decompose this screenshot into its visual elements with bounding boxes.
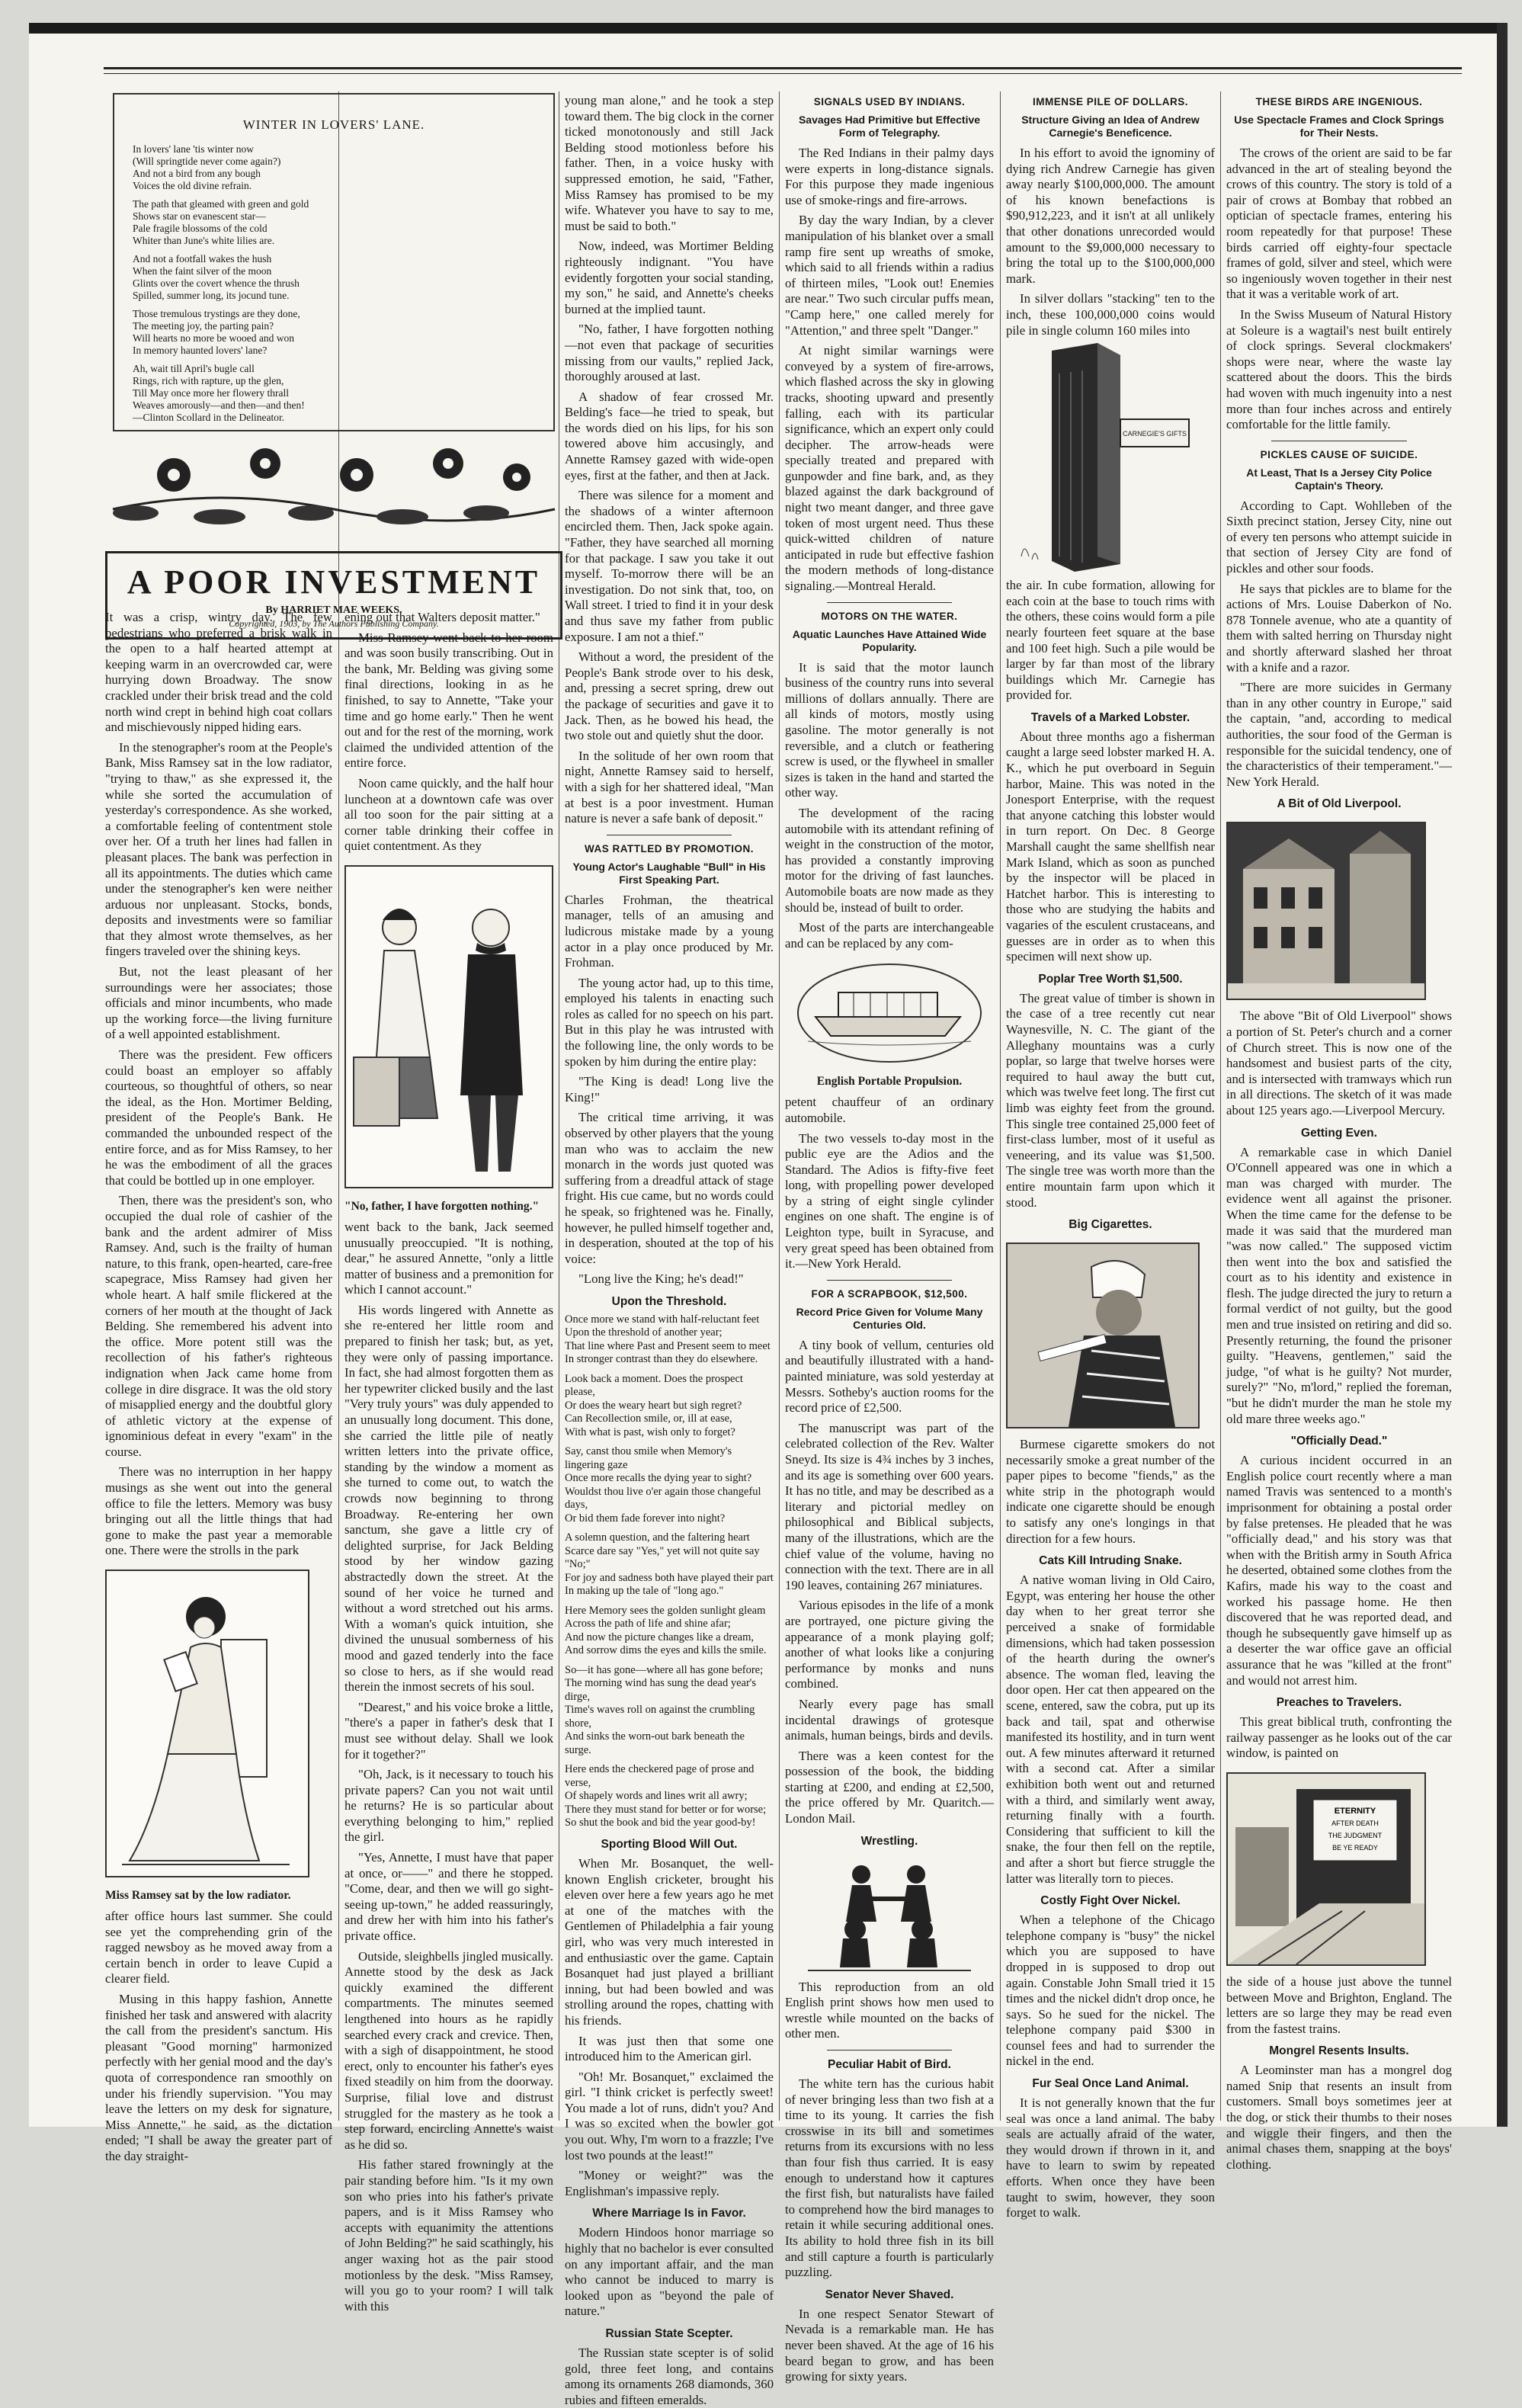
article-paragraph: Various episodes in the life of a monk are portrayed, one picture giving the appearance of a monk playing golf; another of what looks like a conjuring performance by monks and nuns combined. [785, 1598, 994, 1691]
divider [827, 602, 952, 603]
sign-line: ETERNITY [1334, 1806, 1376, 1816]
poem-line: (Will springtide never come again?) [133, 156, 281, 167]
article-paragraph: In the Swiss Museum of Natural History at Soleure is a wagtail's nest built entirely of clock springs. Several clockmakers' shops were near, where the waste lay scattered about the doors. This the birds had woven with much ingenuity into a nest more than four inches across and entirely comfortable for the little family. [1226, 306, 1452, 432]
story-paragraph: There was no interruption in her happy musings as she went out into the general office to file the letters. Memory was busy bringing out all the little things that had gone to make the past year a memorable one. There were the strolls in the park [105, 1464, 332, 1558]
article-paragraph: The development of the racing automobile with its attendant refining of weight in the construction of the motor, has provided a constantly improving motor for the driving of fast launches. Automobile boats are now made as they should be, instead of built to order. [785, 805, 994, 915]
story-paragraph: "No, father, I have forgotten nothing—not even that package of securities missing from our vaults," replied Jack, thoroughly aroused at last. [565, 322, 774, 384]
article-headline: MOTORS ON THE WATER. [821, 610, 958, 622]
story-paragraph: Musing in this happy fashion, Annette finished her task and answered with alacrity the call from the president's sanctum. His pleasant "Good morning" harmonized perfectly with her genial mood and the day's quota of correspondence ran smoothly on under his friendly supervision. "You may leave the letters on my desk for signature, Miss Annette," he said, as the dictation ended; "I shall be away the greater part of the day straight- [105, 1992, 332, 2163]
article-paragraph: This reproduction from an old English print shows how men used to wrestle while mounted on the backs of other men. [785, 1979, 994, 2041]
article-paragraph: This great biblical truth, confronting the railway passenger as he looks out of the car window, is painted on [1226, 1714, 1452, 1761]
poem-stanza [133, 363, 535, 424]
article-paragraph: Nearly every page has small incidental drawings of grotesque animals, human beings, birds and devils. [785, 1696, 994, 1743]
railway-sign-illustration [1226, 1772, 1426, 1966]
top-edge [29, 23, 1508, 34]
article-headline: Costly Fight Over Nickel. [1040, 1894, 1181, 1908]
father-son-illustration [344, 865, 553, 1188]
sign-line: AFTER DEATH [1331, 1819, 1379, 1827]
illustration-caption: English Portable Propulsion. [816, 1075, 963, 1089]
coin-pile-illustration [1006, 343, 1215, 572]
story-title: A POOR INVESTMENT [127, 563, 541, 601]
article-paragraph: "Oh! Mr. Bosanquet," exclaimed the girl. "I think cricket is perfectly sweet! You made a lot of runs, didn't you? And I was so excited when the bowler got you out. Why, I'm worn to a frazzle; I've lost two pounds at the least!" [565, 2069, 774, 2163]
article-paragraph: The above "Bit of Old Liverpool" shows a portion of St. Peter's church and a corner of Church street. This is now one of the handsomest and busiest parts of the city, and is intersected with tramways which run in all directions. The sketch of it was made about 125 years ago.—Liverpool Mercury. [1226, 1008, 1452, 1117]
article-subhead: Aquatic Launches Have Attained Wide Popularity. [792, 627, 987, 653]
poem-line: Ah, wait till April's bugle call [133, 363, 255, 374]
article-paragraph: In one respect Senator Stewart of Nevada is a remarkable man. He has never been shaved. At the age of 16 his beard began to grow, and has been growing for sixty years. [785, 2306, 994, 2384]
story-paragraph: But, not the least pleasant of her surroundings were her associates; those officials and minor incumbents, who made up the working force—the living furniture of a well appointed establishment. [105, 964, 332, 1042]
article-paragraph: According to Capt. Wohlleben of the Sixth precinct station, Jersey City, nine out of every ten persons who attempt suicide in that section of Jersey City are fond of pickles and other sour foods. [1226, 498, 1452, 576]
story-paragraph: In the solitude of her own room that night, Annette Ramsey said to herself, with a sigh for her shattered ideal, "Man at best is a poor investment. Human nature is never a safe bank of deposit." [565, 748, 774, 826]
column-3 [565, 93, 774, 2407]
poem-line: Time's waves roll on against the crumbling shore, [565, 1704, 755, 1730]
poem-line: The morning wind has sung the dead year's dirge, [565, 1677, 757, 1703]
article-paragraph: The crows of the orient are said to be far advanced in the art of stealing beyond the crows of this country. The story is told of a pair of crows at Bombay that robbed an optician of spectacle frames, entering his room repeatedly for that purpose! These birds carried off eighty-four spectacle frames of gold, silver and steel, which were so ingeniously woven together in their nest that it was a veritable work of art. [1226, 146, 1452, 302]
article-headline: Cats Kill Intruding Snake. [1039, 1554, 1182, 1568]
article-headline: Sporting Blood Will Out. [601, 1837, 738, 1851]
poem-stanza [565, 1531, 774, 1598]
article-headline: PICKLES CAUSE OF SUICIDE. [1260, 448, 1418, 460]
right-edge [1497, 23, 1508, 2127]
article-headline: Big Cigarettes. [1069, 1218, 1152, 1232]
article-paragraph: Modern Hindoos honor marriage so highly that no bachelor is ever consulted on any important affair, and the man who cannot be induced to marry is looked upon as "beyond the pale of nature." [565, 2225, 774, 2319]
article-paragraph: The white tern has the curious habit of never bringing less than two fish at a time to its young. It carries the fish crosswise in its bill and sometimes returns from its excursions with no less than four fish thus carried. It is easy enough to understand how it captures the first fish, but naturalists have failed to comprehend how the bird manages to retain it while securing additional ones. Its ability to hold three fish in its bill and still capture a fourth is particularly puzzling. [785, 2076, 994, 2280]
article-paragraph: A tiny book of vellum, centuries old and beautifully illustrated with a hand-painted miniature, was sold yesterday at Messrs. Sotheby's auction rooms for the record price of £2,500. [785, 1337, 994, 1416]
sign-line: THE JUDGMENT [1328, 1831, 1383, 1839]
poem-line: Wouldst thou live o'er again those changeful days, [565, 1485, 761, 1512]
old-liverpool-illustration [1226, 822, 1426, 1000]
story-paragraph: Without a word, the president of the People's Bank strode over to his desk, and, pressing a secret spring, drew out the package of securities and gave it to Jack. Then, as he bowed his head, the two stole out and quietly shut the door. [565, 649, 774, 743]
article-paragraph: The young actor had, up to this time, employed his talents in enacting such roles as called for no speech on his part. But in this play he was intrusted with the following line, the only words to be spoken by him during the entire play: [565, 975, 774, 1069]
poem-line: And sorrow dims the eyes and kills the smile. [565, 1644, 767, 1657]
story-copyright: Copyrighted, 1903, by The Authors Publishing Company. [229, 618, 439, 629]
header-rule [104, 67, 1462, 69]
story-paragraph: There was the president. Few officers could boast an employer so affably courteous, so thoughtful of others, so near the ideal, as the Hon. Mortimer Belding, president of the People's Bank. He commanded the unbounded respect of the entire force, and as for Miss Ramsey, to her he was the embodiment of all the graces that could be bottled up in one employer. [105, 1047, 332, 1188]
newspaper-page [29, 23, 1508, 2407]
poem-stanza [133, 143, 535, 192]
article-paragraph: "Long live the King; he's dead!" [578, 1271, 744, 1287]
poem-line: Spilled, summer long, its jocund tune. [133, 290, 290, 301]
article-paragraph: A native woman living in Old Cairo, Egypt, was entering her house the other day when to her great terror she perceived a snake of formidable dimensions, which had taken possession of the hearth during the owner's absence. The woman fled, leaving the door open. Her cat then appeared on the scene, entered, saw the cobra, put up its back and tail, spat and otherwise manifested its hostility, and in turn went out. A few minutes afterward it returned with a second cat. After a similar exhibition both went out and returned with a third, and similarly went away, returning finally with a fourth. Considering that sufficient to kill the snake, the four then fell on the reptile, and after a short but fierce struggle the latter was literally torn to pieces. [1006, 1573, 1215, 1886]
threshold-poem [565, 1313, 774, 1830]
poem-stanza [565, 1664, 774, 1758]
poem-stanza [565, 1605, 774, 1658]
poem-line: And not a bird from any bough [133, 168, 261, 179]
article-paragraph: The Russian state scepter is of solid gold, three feet long, and contains among its ornaments 268 diamonds, 360 rubies and fifteen emeralds. [565, 2345, 774, 2407]
poem-headline: Upon the Threshold. [611, 1294, 727, 1308]
article-paragraph: Charles Frohman, the theatrical manager, tells of an amusing and ludicrous mistake made by a young actor in a play once produced by Mr. Frohman. [565, 892, 774, 970]
poem-stanza [133, 308, 535, 357]
poem-line: The path that gleamed with green and gold [133, 198, 309, 210]
column-rule [1220, 91, 1221, 2121]
article-subhead: Record Price Given for Volume Many Centuries Old. [796, 1305, 983, 1331]
story-paragraph: A shadow of fear crossed Mr. Belding's face—he tried to speak, but the words died on his lips, for his son towered above him accusingly, and Annette Ramsey gazed with wide-open eyes, first at the father, and then at Jack. [565, 389, 774, 483]
story-paragraph: Noon came quickly, and the half hour luncheon at a downtown cafe was over all too soon for the pair sitting at a corner table drinking their coffee in quiet contentment. As they [344, 775, 553, 854]
poem-line: Across the path of life and shine afar; [565, 1618, 731, 1630]
article-paragraph: The Red Indians in their palmy days were experts in long-distance signals. For this purpose they made ingenious use of smoke-rings and fire-arrows. [785, 146, 994, 207]
poem-line: Say, canst thou smile when Memory's lingering gaze [565, 1445, 732, 1471]
story-paragraph: went back to the bank, Jack seemed unusually preoccupied. "It is nothing, dear," he assured Annette, "only a little matter of business and a premonition for which I cannot account." [344, 1219, 553, 1297]
poem-line: In making up the tale of "long ago." [565, 1585, 724, 1598]
poem-line: Rings, rich with rapture, up the glen, [133, 375, 284, 386]
poem-stanza [565, 1313, 774, 1367]
illustration-caption: "No, father, I have forgotten nothing." [344, 1199, 540, 1213]
motor-launch-illustration [785, 956, 994, 1070]
article-paragraph: About three months ago a fisherman caught a large seed lobster marked H. A. K., which he put overboard in Seguin harbor, Maine. This was noted in the Jonesport Enterprise, with the request that anyone catching this lobster would in turn report. On Dec. 8 George Marshall caught the same shellfish near Mark Island, which as soon as punched by the inspector will be placed in Hatchet harbor. This is interesting to those who are studying the habits and vagaries of the esculent crustaceans, and guesses are in order as to when this specimen will next show up. [1006, 729, 1215, 964]
article-subhead: Structure Giving an Idea of Andrew Carnegie's Beneficence. [1021, 114, 1200, 139]
poem-line: In stronger contrast than they do elsewhere. [565, 1353, 758, 1366]
article-headline: Travels of a Marked Lobster. [1030, 710, 1190, 724]
poem-line: Till May once more her flowery thrall [133, 387, 289, 399]
divider [827, 1280, 952, 1281]
flower-ornament-icon [105, 441, 562, 532]
article-paragraph: By day the wary Indian, by a clever manipulation of his blanket over a small ramp fire sent up wreaths of smoke, which said to all friends within a radius of thirteen miles, "Look out! Enemies are near." Two such circular puffs mean, "Camp here," one called merely for "Attention," and three spelt "Danger." [785, 213, 994, 338]
poem-stanza [565, 1373, 774, 1440]
article-subhead: Use Spectacle Frames and Clock Springs for Their Nests. [1234, 114, 1444, 139]
story-paragraph: It was a crisp, wintry day. The few pedestrians who preferred a brisk walk in the open to a half hearted attempt at keeping warm in an overcrowded car, were hurrying down Broadway. The snow crackled under their brisk tread and the cold north wind crept in behind high coat collars and mischievously nipped hiding ears. [105, 610, 332, 735]
story-header-area [105, 93, 562, 672]
story-paragraph: Now, indeed, was Mortimer Belding righteously indignant. "You have evidently forgotten your social standing, my son," he said, and Annette's cheeks burned at the implied taunt. [565, 239, 774, 316]
story-byline: By HARRIET MAE WEEKS. [265, 604, 402, 616]
poem-stanza [133, 198, 535, 247]
article-paragraph: In silver dollars "stacking" ten to the inch, these 100,000,000 coins would pile in single column 160 miles into [1006, 291, 1215, 338]
poem-line: Or does the weary heart but sigh regret? [565, 1399, 742, 1412]
story-paragraph: ening out that Walters deposit matter." [344, 610, 540, 624]
article-headline: Peculiar Habit of Bird. [828, 2058, 951, 2072]
column-rule [1000, 91, 1001, 2121]
poem-line: Voices the old divine refrain. [133, 180, 252, 191]
poem-line: Shows star on evanescent star— [133, 210, 266, 222]
story-paragraph: Then, there was the president's son, who occupied the dual role of cashier of the bank and the ardent admirer of Miss Ramsey. And, such is the frailty of human nature, to this frank, open-hearted, care-free scapegrace, Miss Ramsey had given her whole heart. A half smile flickered at the corners of her mouth at the thought of Jack Belding. She remembered his advent into the office. More potent still was the recollection of his father's righteous indignation when Jack came home from college in dire disgrace. It was the old story of misapplied energy and the doubtful glory of athletic victory at the expense of ignominious defeat in every "exam" in the course. [105, 1193, 332, 1459]
story-paragraph: young man alone," and he took a step toward them. The big clock in the corner ticked monotonously and still Jack Belding stood motionless before his father. Then, in a voice husky with suppressed emotion, he said, "Father, Miss Ramsey has promised to be my wife. Whatever you have to say to me, must be said to both." [565, 93, 774, 233]
poem-line: Look back a moment. Does the prospect please, [565, 1372, 743, 1399]
article-headline: A Bit of Old Liverpool. [1277, 797, 1402, 811]
poem-line: So—it has gone—where all has gone before; [565, 1663, 764, 1676]
poem-line: Those tremulous trystings are they done, [133, 308, 300, 319]
poem-stanza [565, 1763, 774, 1830]
poem-line: Weaves amorously—and then—and then! [133, 399, 305, 411]
poem-stanza [133, 253, 535, 302]
story-paragraph: "Oh, Jack, is it necessary to touch his private papers? Can you not wait until he returns? He is so particular about everything belonging to him," replied the girl. [344, 1767, 553, 1845]
poem-line: Glints over the covert whence the thrush [133, 277, 300, 289]
poem-line: Once more recalls the dying year to sight? [565, 1472, 752, 1485]
article-subhead: Savages Had Primitive but Effective Form of Telegraphy. [798, 114, 981, 139]
pile-label: CARNEGIE'S GIFTS [1123, 430, 1187, 438]
poem-stanza [565, 1445, 774, 1525]
poem-line: Here ends the checkered page of prose and verse, [565, 1763, 755, 1789]
article-headline: Russian State Scepter. [605, 2327, 733, 2340]
story-paragraph: "Yes, Annette, I must have that paper at once, or——" and there he stopped. "Come, dear, and then we will go sight-seeing up-town," he added reassuringly, and drew her with him into his father's private office. [344, 1850, 553, 1944]
poem-box [113, 93, 555, 431]
poem-line: For joy and sadness both have played their part [565, 1571, 774, 1584]
article-subhead: Young Actor's Laughable "Bull" in His First Speaking Part. [572, 860, 766, 886]
story-paragraph: Miss Ramsey went back to her room and was soon busily transcribing. Out in the bank, Mr. Belding was giving some final directions, looking in as he finished, to say to Annette, "Take your time and go home early." Then he went out and for the rest of the morning, work claimed the undivided attention of the entire force. [344, 630, 553, 771]
story-column-2 [344, 610, 553, 2313]
poem-line: And sinks the worn-out bark beneath the surge. [565, 1730, 745, 1756]
poem-line: Can Recollection smile, or, ill at ease, [565, 1412, 732, 1425]
poem-body [133, 143, 535, 424]
article-headline: Fur Seal Once Land Animal. [1032, 2077, 1189, 2091]
article-paragraph: A Leominster man has a mongrel dog named Snip that resents an insult from customers. Small boys sometimes jeer at the dog, or stick their thumbs to their noses and wiggle their fingers, and then the animal chases them, snapping at the boys' clothing. [1226, 2063, 1452, 2172]
article-headline: Mongrel Resents Insults. [1269, 2044, 1409, 2058]
article-headline: Poplar Tree Worth $1,500. [1038, 972, 1183, 986]
poem-line: Once more we stand with half-reluctant feet [565, 1313, 760, 1326]
article-paragraph: Burmese cigarette smokers do not necessarily smoke a great number of the paper pipes to become "fiends," as the white strip in the photograph would indicate one cigarette should be enough to satisfy any one's longings in that direction for a few hours. [1006, 1437, 1215, 1546]
column-6 [1226, 93, 1452, 2172]
article-headline: Where Marriage Is in Favor. [592, 2207, 746, 2220]
article-paragraph: It was just then that some one introduced him to the American girl. [565, 2033, 774, 2064]
sign-line: BE YE READY [1332, 1843, 1378, 1852]
article-paragraph: In his effort to avoid the ignominy of dying rich Andrew Carnegie has given away nearly $100,000,000. The amount of his known benefactions is $90,912,223, and it isn't at all unlikely that other donations unrecorded would amount to the $9,000,000 necessary to bring the total up to the $100,000,000 mark. [1006, 146, 1215, 286]
article-paragraph: When a telephone of the Chicago telephone company is "busy" the nickel which you are supposed to have dropped in is supposed to drop out again. Constable John Small tried it 15 times and the nickel didn't drop once, he says. So he sued for the nickel. The telephone company paid $300 in counsel fees and had to surrender the nickel in the end. [1006, 1913, 1215, 2069]
article-paragraph: A remarkable case in which Daniel O'Connell appeared was one in which a man was charged with murder. The evidence went all against the prisoner. When the time came for the defense to be made it was said that the murdered man "was now called." The supposed victim then went into the box and satisfied the court as to his identity and existence in flesh. The judge directed the jury to return a formal verdict of not guilty, but the good men and true insisted on retiring and did so. Presently returning, the found the prisoner guilty. "Heavens, gentlemen," said the judge, "of what is he guilty? Not murder, surely?" "No, m'lord," replied the foreman, "but he didn't murder the man he stole my old mare three weeks ago." [1226, 1144, 1452, 1426]
story-paragraph: In the stenographer's room at the People's Bank, Miss Ramsey sat in the low radiator, "trying to thaw," as she expressed it, the while she sorted the accumulation of yesterday's correspondence. As she worked, a comfortable feeling of contentment stole over her. Of a truth her lines had fallen in pleasant places. The bank was perfection in all its appointments. The duties which came under the stenographer's ken were neither arduous nor unpleasant. Stocks, bonds, deposits and investments were so familiar that they almost wrote themselves, as her fingers traveled over the shining keys. [105, 739, 332, 959]
poem-line: Scarce dare say "Yes," yet will not quite say "No;" [565, 1544, 760, 1571]
article-headline: THESE BIRDS ARE INGENIOUS. [1255, 96, 1423, 107]
poem-line: And not a footfall wakes the hush [133, 253, 272, 265]
story-paragraph: "Dearest," and his voice broke a little, "there's a paper in father's desk that I must see without delay. Shall we look for it together?" [344, 1699, 553, 1762]
wrestling-illustration [785, 1853, 994, 1975]
burmese-smoker-illustration [1006, 1242, 1200, 1428]
article-paragraph: The manuscript was part of the celebrated collection of the Rev. Walter Sneyd. Its size is 4¾ inches by 3 inches, and its age is something over 600 years. It has no title, and may be described as a literary and pictorial medley on philosophical and Biblical subjects, many of the illustrations, which are the chief value of the volume, having no connection with the text. There are in all 190 leaves, containing 267 miniatures. [785, 1420, 994, 1592]
poem-line: In lovers' lane 'tis winter now [133, 143, 254, 155]
poem-title: WINTER IN LOVERS' LANE. [242, 117, 425, 132]
story-paragraph: Outside, sleighbells jingled musically. Annette stood by the desk as Jack quickly examined the different compartments. The minutes seemed lengthened into hours as he rapidly searched every crack and crevice. Then, with a sigh of disappointment, he stood erect, only to encounter his father's eyes fixed steadily on him from the doorway. Surprise, filial love and distrust struggled for the mastery as he took a step forward, encircling Annette's waist as he did so. [344, 1948, 553, 2152]
poem-line: Upon the threshold of another year; [565, 1326, 723, 1339]
article-paragraph: It is said that the motor launch business of the country runs into several millions of dollars annually. There are all kinds of motors, mostly using gasoline. The motor generally is not reversible, and a clutch or feathering screw is used, or the flywheel in smaller sizes is taken in the hand and started the other way. [785, 659, 994, 800]
article-paragraph: "The King is dead! Long live the King!" [565, 1074, 774, 1105]
article-paragraph: There was a keen contest for the possession of the book, the bidding starting at £200, and ending at £2,500, the price offered by Mr. Quaritch.—London Mail. [785, 1748, 994, 1826]
poem-line: And now the picture changes like a dream, [565, 1630, 755, 1643]
poem-line: Here Memory sees the golden sunlight gleam [565, 1604, 766, 1617]
article-paragraph: "Money or weight?" was the Englishman's impassive reply. [565, 2168, 774, 2198]
woman-reading-illustration [105, 1570, 309, 1877]
article-paragraph: Most of the parts are interchangeable and can be replaced by any com- [785, 920, 994, 951]
article-headline: Preaches to Travelers. [1276, 1696, 1402, 1710]
poem-line: Pale fragile blossoms of the cold [133, 223, 268, 234]
column-rule [779, 91, 780, 2121]
poem-line: So shut the book and bid the year good-by! [565, 1816, 756, 1829]
header-rule-thin [104, 73, 1462, 74]
story-paragraph: His words lingered with Annette as she re-entered her little room and prepared to finish her task; but, as yet, they were only of passing importance. In fact, she had almost forgotten them as her typewriter clicked busily and the last "Very truly yours" was duly appended to an unusually long document. This done, she carried the little pile of neatly written letters into the private office, standing by the window a moment as she turned to come out, to watch the crowds now beginning to throng Broadway. Re-entering her own sanctum, she gave a little cry of delighted surprise, for Jack Belding stood by her window gazing abstractedly down the street. At the sound of her voice he turned and without a word stretched out his arms. With a woman's quick intuition, she divined the unusual somberness of his mood and gazed tenderly into the face so close to hers, as if she would read therein the inmost secrets of his soul. [344, 1302, 553, 1695]
story-paragraph: There was silence for a moment and the shadows of a winter afternoon encircled them. Then, Jack spoke again. "Father, they have searched all morning for that package. I saw you take it out myself. To-morrow there will be an investigation. Do not sink that, too, on Wall street. I tried to find it in your desk and thus save my father from public exposure. I am not a thief." [565, 488, 774, 644]
article-paragraph: It is not generally known that the fur seal was once a land animal. The baby seals are actually afraid of the water, they would drown if thrown in it, and have to learn to swim by repeated efforts. When once they have been taught to swim, however, they soon forget to walk. [1006, 2095, 1215, 2220]
article-headline: IMMENSE PILE OF DOLLARS. [1032, 96, 1188, 107]
article-headline: SIGNALS USED BY INDIANS. [813, 96, 966, 107]
article-paragraph: A curious incident occurred in an English police court recently where a man named Travis was sentenced to a month's imprisonment for obtaining a postal order by false pretenses. He pleaded that he was "officially dead," and his story was that when with the British army in South Africa he deserted, obtained some clothes from the Kafirs, made his way to the coast and worked his passage home. He then discovered that he was reported dead, and though he subsequently gave himself up as a deserter the war office gave an official assurance that he was "killed at the front" and would not arrest him. [1226, 1453, 1452, 1688]
poem-line: With what is past, wish only to forget? [565, 1425, 735, 1438]
story-paragraph: His father stared frowningly at the pair standing before him. "Is it my own son who pries into his father's private papers, and is it Miss Ramsey who accepts with equanimity the attentions of John Belding?" he said scathingly, his anger waxing hot as the pair stood motionless by the desk. "Miss Ramsey, will you go to your room? I will talk with this [344, 2157, 553, 2313]
poem-line: Or bid them fade forever into night? [565, 1512, 726, 1525]
article-paragraph: When Mr. Bosanquet, the well-known English cricketer, brought his eleven over here a few years ago he met at one of the matches with the Gentlemen of Philadelphia a fair young girl, who was very much interested in and enthusiastic over the game. Captain Bosanquet had just played a brilliant inning, but had been bowled and was strolling around the ropes, chatting with his friends. [565, 1855, 774, 2028]
column-5 [1006, 93, 1215, 2220]
story-paragraph: after office hours last summer. She could see yet the comprehending grin of the ragged newsboy as he moved away from a certain bench in order to leave Cupid a clearer field. [105, 1909, 332, 1986]
article-headline: "Officially Dead." [1290, 1435, 1388, 1448]
article-headline: Getting Even. [1301, 1126, 1377, 1140]
article-headline: Wrestling. [860, 1834, 918, 1848]
article-headline: WAS RATTLED BY PROMOTION. [584, 842, 754, 855]
story-column-1 [105, 610, 332, 2163]
poem-line: Of shapely words and lines writ all awry; [565, 1790, 748, 1803]
article-headline: FOR A SCRAPBOOK, $12,500. [811, 1287, 968, 1300]
illustration-caption: Miss Ramsey sat by the low radiator. [105, 1889, 291, 1903]
poem-line: —Clinton Scollard in the Delineator. [133, 412, 285, 423]
article-subhead: At Least, That Is a Jersey City Police Captain's Theory. [1246, 466, 1432, 492]
article-paragraph: "There are more suicides in Germany than in any other country in Europe," said the captain, "and, according to medical authorities, the sour food of the German is responsible for the suicidal tendency, one of the characteristics of their temperament."—New York Herald. [1226, 680, 1452, 789]
article-paragraph: The critical time arriving, it was observed by other players that the young man who was to acclaim the new monarch in the words just quoted was suffering from a dreadful attack of stage fright. His cue came, but no words could he speak, so frightened was he. Finally, however, he pulled himself together and, in desperation, shouted at the top of his voice: [565, 1110, 774, 1266]
poem-line: Will hearts no more be wooed and won [133, 332, 295, 344]
column-4 [785, 93, 994, 2384]
poem-line: In memory haunted lovers' lane? [133, 345, 268, 356]
poem-line: When the faint silver of the moon [133, 265, 272, 277]
article-paragraph: At night similar warnings were conveyed by a system of fire-arrows, which flashed across the sky in glowing tracks, shooting upward and presently falling, each with its particular significance, which an expert only could decipher. The arrow-heads were specially treated and prepared with gunpowder and fine bark, and, as they blazed against the dark background of night two meant danger, and three gave token of most urgent need. Thus these quick-witted children of nature anticipated in rude but effective fashion the modern methods of long-distance signaling.—Montreal Herald. [785, 343, 994, 594]
article-headline: Senator Never Shaved. [825, 2288, 954, 2301]
poem-line: A solemn question, and the faltering heart [565, 1531, 750, 1544]
article-paragraph: The great value of timber is shown in the case of a tree recently cut near Waynesville, N. C. The giant of the Alleghany mountains was a curly poplar, so large that twelve horses were required to haul away the butt cut, which was twelve feet long. The first cut limb was eighty feet from the ground. This single tree contained 25,000 feet of first-class lumber, most of it useful as veneering, and its value was $1,500. The single tree was worth more than the entire mountain farm upon which it stood. [1006, 990, 1215, 1210]
article-paragraph: The two vessels to-day most in the public eye are the Adios and the Standard. The Adios is fifty-five feet long, with propelling power developed by a string of eight single cylinder engines on one shaft. The engine is of Leighton type, built in Syracuse, and very great speed has been obtained from it.—New York Herald. [785, 1130, 994, 1271]
article-paragraph: He says that pickles are to blame for the actions of Mrs. Louise Daberkon of No. 878 Tonnele avenue, who ate a quantity of them with salted herring on Thursday night and shortly afterward slashed her throat with a knife and a razor. [1226, 581, 1452, 675]
article-paragraph: the side of a house just above the tunnel between Move and Brighton, England. The letters are so large they may be read even from the fastest trains. [1226, 1974, 1452, 2036]
poem-line: Whiter than June's white lilies are. [133, 235, 275, 246]
poem-line: The meeting joy, the parting pain? [133, 320, 274, 332]
poem-line: There they must stand for better or for worse; [565, 1803, 767, 1816]
article-paragraph: petent chauffeur of an ordinary automobile. [785, 1095, 994, 1125]
article-paragraph: the air. In cube formation, allowing for each coin at the base to touch rims with the others, these coins would form a pile nearly fourteen feet square at the base and 100 feet high. Such a pile would be larger by far than most of the library buildings which Mr. Carnegie has provided for. [1006, 578, 1215, 703]
poem-line: That line where Past and Present seem to meet [565, 1339, 771, 1352]
